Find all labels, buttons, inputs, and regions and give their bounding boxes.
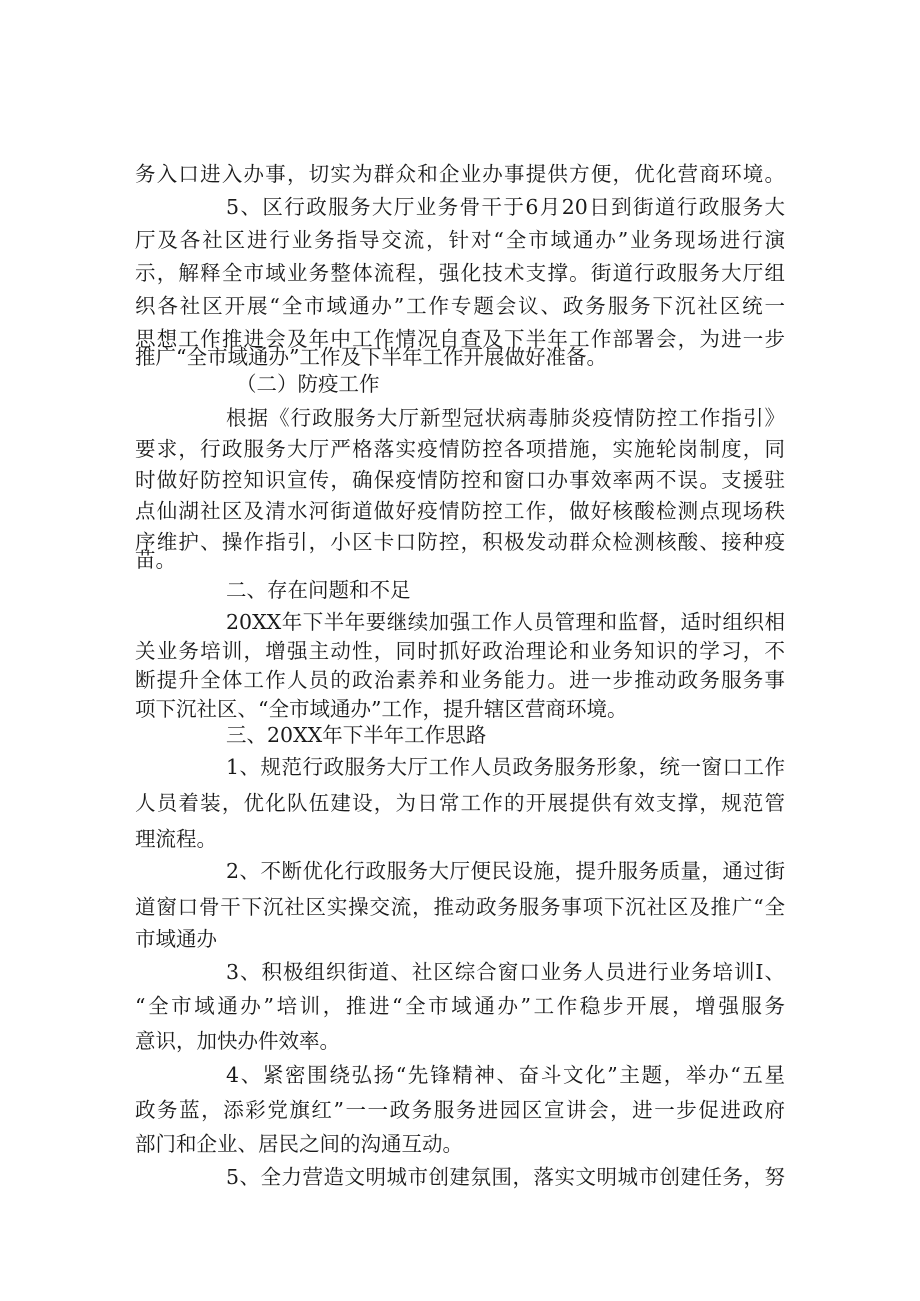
text-line: 2、不断优化行政服务大厅便民设施，提升服务质量，通过街 (226, 859, 785, 883)
text-line: 示，解释全市域业务整体流程，强化技术支撑。街道行政服务大厅组 (135, 261, 785, 285)
section-heading: 三、20XX年下半年工作思路 (226, 723, 487, 747)
text-line: 政务蓝，添彩党旗红”一一政务服务进园区宣讲会，进一步促进政府 (135, 1098, 785, 1122)
text-line: 要求，行政服务大厅严格落实疫情防控各项措施，实施轮岗制度，同 (135, 437, 785, 461)
text-line: 3、积极组织街道、社区综合窗口业务人员进行业务培训I、 (226, 960, 785, 984)
text-line: 市域通办 (135, 927, 217, 951)
text-line: 序维护、操作指引，小区卡口防控，积极发动群众检测核酸、接种疫 (135, 530, 785, 554)
text-line: 道窗口骨干下沉社区实操交流，推动政务服务事项下沉社区及推广“全 (135, 895, 785, 919)
text-line: 思想工作推进会及年中工作情况自查及下半年工作部署会，为进一步 (135, 327, 785, 351)
section-heading: 二、存在问题和不足 (226, 578, 411, 602)
text-line: 20XX年下半年要继续加强工作人员管理和监督，适时组织相 (226, 610, 785, 634)
text-line: 根据《行政服务大厅新型冠状病毒肺炎疫情防控工作指引》 (226, 406, 785, 430)
text-line: 理流程。 (135, 827, 217, 851)
text-line: 时做好防控知识宣传，确保疫情防控和窗口办事效率两不误。支援驻 (135, 468, 785, 492)
text-line: 5、区行政服务大厅业务骨干于6月20日到街道行政服务大 (226, 195, 785, 219)
text-line: 1、规范行政服务大厅工作人员政务服务形象，统一窗口工作 (226, 755, 785, 779)
text-line: 推广“全市域通办”工作及下半年工作开展做好准备。 (135, 345, 607, 369)
text-line: 厅及各社区进行业务指导交流，针对“全市域通办”业务现场进行演 (135, 228, 785, 252)
text-line: 人员着装，优化队伍建设，为日常工作的开展提供有效支撑，规范管 (135, 791, 785, 815)
text-line: 意识，加快办件效率。 (135, 1029, 340, 1053)
text-line: 部门和企业、居民之间的沟通互动。 (135, 1132, 463, 1156)
text-line: 项下沉社区、“全市域通办”工作，提升辖区营商环境。 (135, 697, 628, 721)
text-line: 关业务培训，增强主动性，同时抓好政治理论和业务知识的学习，不 (135, 639, 785, 663)
text-line: 点仙湖社区及清水河街道做好疫情防控工作，做好核酸检测点现场秩 (135, 499, 785, 523)
section-heading: （二）防疫工作 (236, 372, 380, 396)
text-line: 苗。 (135, 548, 176, 572)
text-line: 织各社区开展“全市域通办”工作专题会议、政务服务下沉社区统一 (135, 294, 785, 318)
text-line: 务入口进入办事，切实为群众和企业办事提供方便，优化营商环境。 (135, 162, 785, 186)
text-line: 5、全力营造文明城市创建氛围，落实文明城市创建任务，努 (226, 1165, 785, 1189)
text-line: 4、紧密围绕弘扬“先锋精神、奋斗文化”主题，举办“五星 (226, 1063, 785, 1087)
text-line: 断提升全体工作人员的政治素养和业务能力。进一步推动政务服务事 (135, 668, 785, 692)
text-line: “全市域通办”培训，推进“全市域通办”工作稳步开展，增强服务 (135, 994, 785, 1018)
